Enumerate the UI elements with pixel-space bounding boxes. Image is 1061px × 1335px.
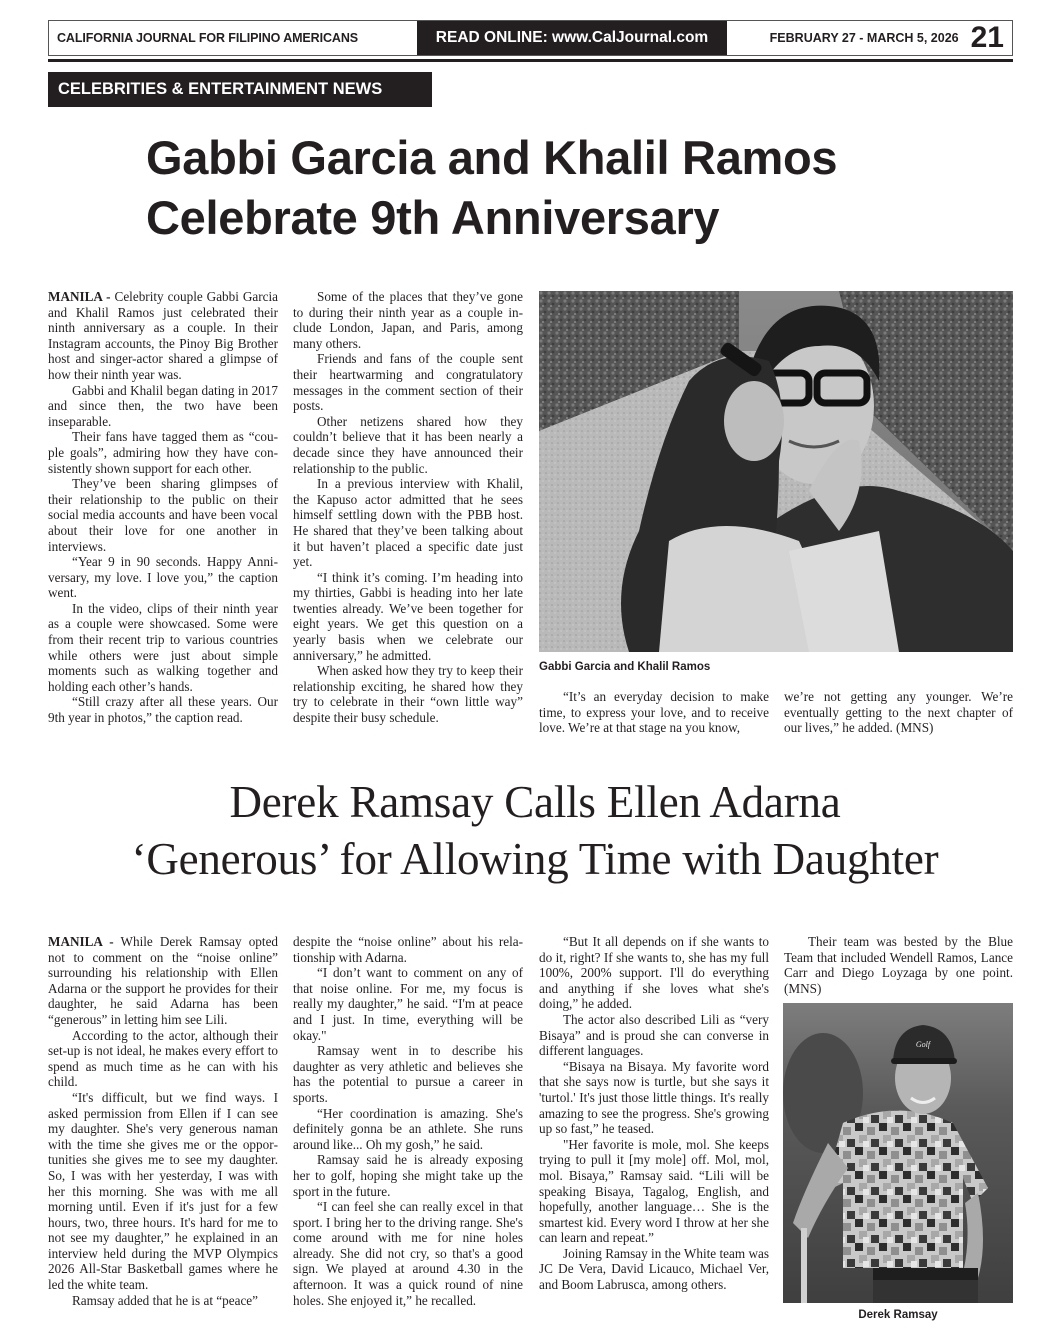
derek-ramsay-photo-caption: Derek Ramsay [858,1309,938,1321]
article2-paragraph: “But It all depends on if she wants to do it, right? If she wants to, she has my full 100%, 200% support. I'll do everything and anything if she loves what she's doing,” he added. [539,934,769,1012]
read-online-link[interactable]: READ ONLINE: www.CalJournal.com [417,21,727,55]
article1-column-4 [784,689,1013,736]
article1-headline-line2: Celebrate 9th Anniversary [146,191,720,244]
article2-paragraph: The actor also described Lili as “very Bisaya” and is proud she can converse in different languages. [539,1011,769,1059]
article1-paragraph: In the video, clips of their ninth year as a couple were showcased. Some were from their recent trip to various countries while others were just about simple moments such as walking together and holding each other’s hands. [48,600,278,694]
article2-paragraph: “I can feel she can really excel in that sport. I bring her to the driving range. She's come around with me for nine holes already. She did not cry, so that's a good sign. We played at around 4.30 in the afternoon. It was a quick round of nine holes. She enjoyed it,” he recalled. [293,1199,523,1308]
article2-paragraph: Ramsay went in to describe his daughter as very athletic and believes she has the potential to pursue a career in sports. [293,1043,523,1105]
article2-headline-line2: ‘Generous’ for Allowing Time with Daughter [131,834,939,884]
dateline: MANILA - [48,289,111,304]
article1-paragraph: MANILA - Celebrity couple Gabbi Garcia and Khalil Ramos just celebrated their ninth anniversary as a couple. In their Instagram accounts, the Pinoy Big Brother host and singer-actor shared a glimpse of how their ninth year was. [48,289,279,382]
article2-paragraph: Ramsay added that he is at “peace” [72,1292,259,1308]
derek-ramsay-photo-image [783,1003,1013,1303]
article1-paragraph: “I think it’s coming. I’m heading into my thirties, Gabbi is heading into her late twenties already. We’ve been together for eight years. We get this question on a yearly basis when we celebrate our anniversary,” he admitted. [293,569,523,663]
masthead [48,20,1013,56]
article2-paragraph: "Her favorite is mole, mol. She keeps trying to pull it [my mole] off. Mol, mol, mol. Bisaya,” Ramsay said. “Lili will be speaking Bisaya, Tagalog, English, and hopefully, another language… She is the smartest kid. Every word I throw at her she can learn and repeat.” [539,1136,769,1246]
article2-paragraph: According to the actor, although their set-up is not ideal, he makes every effort to spend as much time as he can with his child. [48,1027,278,1090]
article2-paragraph: Their team was bested by the Blue Team that included Wendell Ramos, Lance Carr and Diego Loyzaga by one point. (MNS) [784,934,1013,996]
article1-paragraph: “Year 9 in 90 seconds. Happy Anniversary, my love. I love you,” the caption went. [48,554,278,601]
article2-paragraph: MANILA - While Derek Ramsay opted not to comment on the “noise online” surrounding his relationship with Ellen Adarna or the support he provides for their daughter, he said Adarna has been “generous” in letting him see Lili. [48,934,279,1027]
derek-ramsay-photo [783,1003,1013,1303]
article2-paragraph: “Bisaya na Bisaya. My favorite word that she says now is turtle, but she says it 'turtol.' It's just those little things. It's really amazing to see the progress. She's growing up so fast,” he teased. [539,1058,769,1137]
article2-column-4 [784,934,1013,996]
article1-paragraph: Other netizens shared how they couldn’t believe that it has been nearly a decade since they have announced their relationship to the public. [293,413,523,476]
issue-date: FEBRUARY 27 - MARCH 5, 2026 [769,31,959,45]
article1-paragraph: They’ve been sharing glimpses of their relationship to the public on their social media accounts and have been vocal about their love for one another in interviews. [48,476,278,554]
couple-photo [539,291,1013,652]
couple-photo-caption: Gabbi Garcia and Khalil Ramos [539,661,711,673]
cap-logo: Golf [915,1040,931,1049]
article1-paragraph: Friends and fans of the couple sent their heartwarming and congratulatory messages in the comment section of their posts. [293,351,523,414]
publication-name: CALIFORNIA JOURNAL FOR FILIPINO AMERICANS [57,31,358,45]
masthead-rule [48,59,1013,62]
article1-paragraph: we’re not getting any younger. We’re eventually getting to the next chapter of our lives,” he added. (MNS) [784,689,1013,736]
article1-column-2 [293,289,523,726]
article1-headline-line1: Gabbi Garcia and Khalil Ramos [146,131,838,184]
article2-column-1 [48,934,278,1308]
dateline: MANILA - [48,934,114,949]
article1-column-3 [539,689,769,736]
article1-paragraph: “Still crazy after all these years. Our 9th year in photos,” the caption read. [48,694,278,726]
article2-column-2 [293,934,523,1308]
article2-paragraph: “It's difficult, but we find ways. I asked permission from Ellen if I can see my daughter. She's very generous naman with the time she gives me or the opportunities she gives me to see my daughter. So, I was with her yesterday, I was with her this morning. She was with me all morning until. Even if it's just for a few hours, two, three hours. It's hard for me to not see my daughter,” he explained in an interview held during the MVP Olympics 2026 All-Star Basketball games where he led the white team. [48,1089,278,1293]
article1-headline [146,128,1006,248]
article1-paragraph: In a previous interview with Khalil, the Kapuso actor admitted that he sees himself settling down with the PBB host. He shared that they’ve been talking about it but haven’t placed a specific date just yet. [293,476,523,570]
article2-headline-line1: Derek Ramsay Calls Ellen Adarna [229,777,841,827]
article1-paragraph: When asked how they try to keep their relationship exciting, he shared how they try to celebrate in their “own little way” despite their busy schedule. [293,663,523,726]
couple-photo-image [539,291,1013,652]
article2-headline [40,774,1030,888]
article2-paragraph: despite the “noise online” about his relationship with Adarna. [293,934,523,965]
article1-paragraph: Their fans have tagged them as “couple goals”, admiring how they have consistently shown support for each other. [48,429,278,476]
article2-paragraph: Joining Ramsay in the White team was JC De Vera, David Licauco, Michael Ver, and Boom Labrusca, among others. [539,1245,769,1293]
article2-paragraph: Ramsay said he is already exposing her to golf, hoping she might take up the sport in the future. [293,1152,523,1199]
article1-paragraph: “It’s an everyday decision to make time, to express your love, and to receive love. We’re at that stage na you know, [539,689,769,736]
article2-column-3 [539,934,769,1293]
page-number: 21 [970,21,1004,54]
article1-paragraph: Gabbi and Khalil began dating in 2017 and since then, the two have been inseparable. [48,382,278,429]
article1-paragraph: Some of the places that they’ve gone to during their ninth year as a couple include London, Japan, and Paris, among many others. [293,289,523,351]
article1-column-1 [48,289,278,726]
article2-paragraph: “I don’t want to comment on any of that noise online. For me, my focus is really my daughter,” he said. “I'm at peace and I just. In time, everything will be okay." [293,965,523,1043]
article2-paragraph: “Her coordination is amazing. She's definitely gonna be an athlete. She runs around like... Oh my gosh,” he said. [293,1105,523,1152]
section-label: CELEBRITIES & ENTERTAINMENT NEWS [48,72,432,107]
issue-info [727,21,1012,55]
